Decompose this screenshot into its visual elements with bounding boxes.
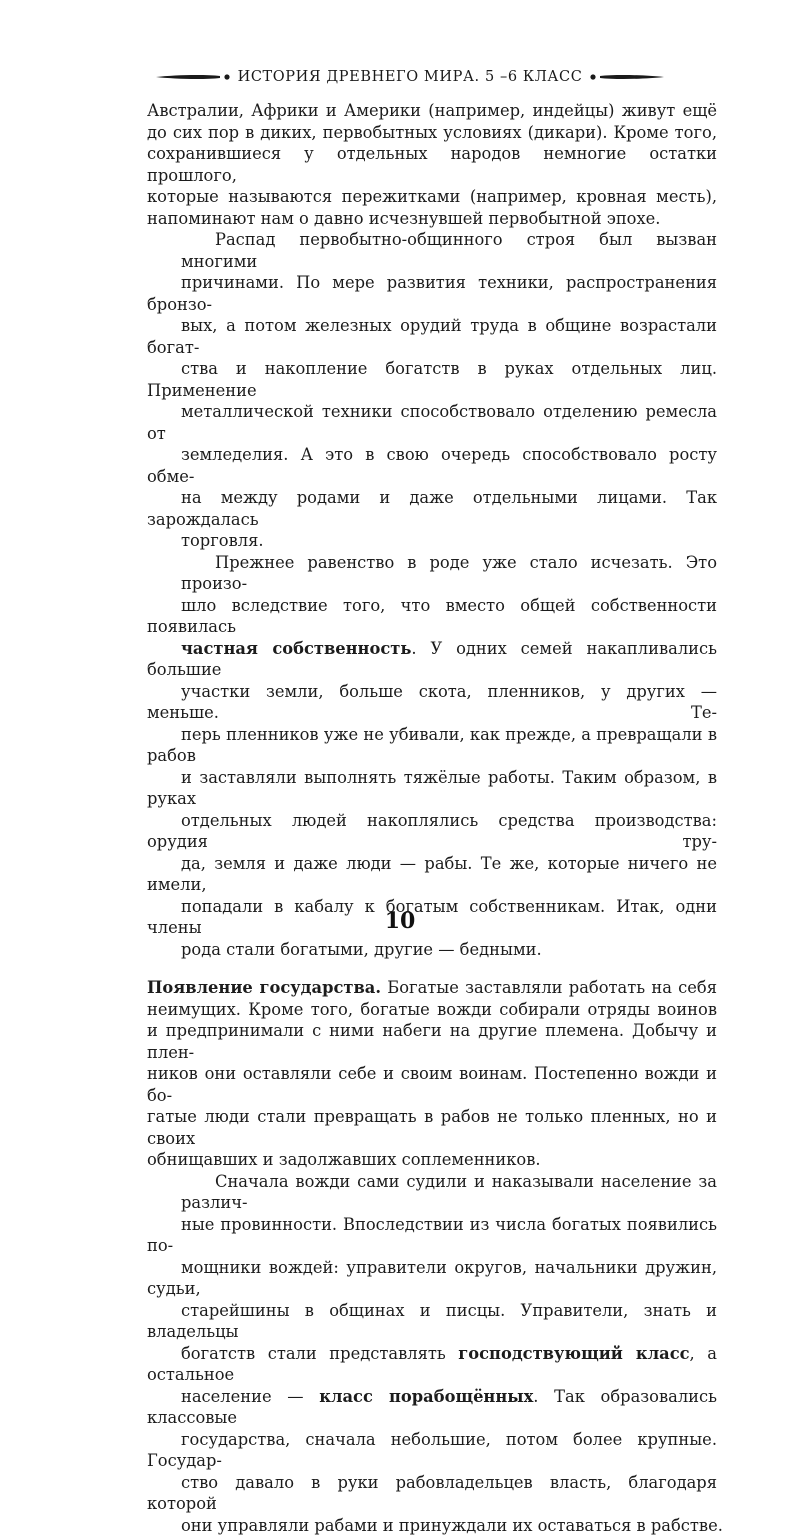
text-line [147, 1343, 717, 1386]
paragraph [147, 229, 717, 552]
body-text [147, 100, 717, 1536]
text-run: да, земля и даже люди — рабы. Те же, которые ничего не имели, [147, 854, 717, 895]
text-line [147, 122, 717, 144]
text-line [147, 530, 717, 552]
text-line [147, 810, 717, 853]
text-line [147, 143, 717, 186]
text-run: Распад первобытно-общинного строя был вызван многими [181, 230, 717, 271]
text-line [147, 208, 717, 230]
text-line [147, 1386, 717, 1429]
text-line [147, 444, 717, 487]
text-run: , а остальное [147, 1344, 717, 1385]
text-run: и заставляли выполнять тяжёлые работы. Таким образом, в руках [147, 768, 717, 809]
text-run: и предпринимали с ними набеги на другие племена. Добычу и плен- [147, 1021, 717, 1062]
running-header [140, 66, 680, 88]
text-line [147, 1257, 717, 1300]
text-run: государства, сначала небольшие, потом более крупные. Государ- [147, 1430, 717, 1471]
text-run: неимущих. Кроме того, богатые вожди собирали отряды воинов [147, 1000, 717, 1019]
text-line [147, 1149, 717, 1171]
text-run: мощники вождей: управители округов, начальники дружин, судьи, [147, 1258, 717, 1299]
text-line [147, 977, 717, 999]
text-line [147, 939, 717, 961]
text-run: Австралии, Африки и Америки (например, индейцы) живут ещё [147, 101, 717, 120]
header-title: ИСТОРИЯ ДРЕВНЕГО МИРА. 5 –6 КЛАСС [238, 69, 583, 85]
text-line [147, 595, 717, 638]
text-run: металлической техники способствовало отделению ремесла от [147, 402, 717, 443]
text-run: торговля. [181, 531, 264, 550]
text-line [147, 186, 717, 208]
bold-term: частная собственность [181, 639, 411, 658]
text-line [147, 487, 717, 530]
text-line [147, 552, 717, 595]
text-line [147, 1106, 717, 1149]
text-run: население — [181, 1387, 319, 1406]
text-run: ные провинности. Впоследствии из числа богатых появились по- [147, 1215, 717, 1256]
text-line [147, 1214, 717, 1257]
text-line [147, 1063, 717, 1106]
text-run: которые называются пережитками (например, кровная месть), [147, 187, 717, 206]
text-line [147, 1429, 717, 1472]
paragraph [147, 552, 717, 961]
text-run: старейшины в общинах и писцы. Управители, знать и владельцы [147, 1301, 717, 1342]
text-run: богатств стали представлять [181, 1344, 458, 1363]
text-run: . Так образовались классовые [147, 1387, 717, 1428]
bold-term: класс порабощённых [319, 1387, 533, 1406]
text-line [147, 724, 717, 767]
text-run: ников они оставляли себе и своим воинам. Постепенно вожди и бо- [147, 1064, 717, 1105]
text-run: сохранившиеся у отдельных народов немногие остатки прошлого, [147, 144, 717, 185]
text-run: гатые люди стали превращать в рабов не только пленных, но и своих [147, 1107, 717, 1148]
page-number: 10 [0, 908, 800, 934]
text-run: ства и накопление богатств в руках отдельных лиц. Применение [147, 359, 717, 400]
text-line [147, 100, 717, 122]
text-line [147, 401, 717, 444]
text-run: рода стали богатыми, другие — бедными. [181, 940, 542, 959]
text-line [147, 1515, 717, 1536]
text-line [147, 1020, 717, 1063]
text-run: до сих пор в диких, первобытных условиях (дикари). Кроме того, [147, 123, 717, 142]
text-run: Прежнее равенство в роде уже стало исчезать. Это произо- [181, 553, 717, 594]
text-run: ство давало в руки рабовладельцев власть, благодаря которой [147, 1473, 717, 1514]
text-line [147, 681, 717, 724]
text-line [147, 767, 717, 810]
text-line [147, 1472, 717, 1515]
text-run: Богатые заставляли работать на себя [381, 978, 717, 997]
text-run: участки земли, больше скота, пленников, у других — меньше. Те- [147, 682, 717, 723]
text-line [147, 999, 717, 1021]
text-run: . У одних семей накапливались большие [147, 639, 717, 680]
text-line [147, 358, 717, 401]
text-run: вых, а потом железных орудий труда в общине возрастали богат- [147, 316, 717, 357]
bold-term: господствующий класс [458, 1344, 689, 1363]
paragraph [147, 1171, 717, 1536]
text-run: на между родами и даже отдельными лицами. Так зарождалась [147, 488, 717, 529]
text-line [147, 229, 717, 272]
right-ornament-icon [588, 71, 666, 83]
text-line [147, 1171, 717, 1214]
text-run: земледелия. А это в свою очередь способствовало росту обме- [147, 445, 717, 486]
text-run: попадали в кабалу к богатым собственникам. Итак, одни члены [147, 897, 717, 938]
text-line [147, 315, 717, 358]
text-line [147, 272, 717, 315]
text-line [147, 1300, 717, 1343]
left-ornament-icon [154, 71, 232, 83]
text-run: они управляли рабами и принуждали их оставаться в рабстве. [181, 1516, 723, 1535]
section-paragraph [147, 977, 717, 1171]
text-run: причинами. По мере развития техники, распространения бронзо- [147, 273, 717, 314]
text-run: Сначала вожди сами судили и наказывали население за различ- [181, 1172, 717, 1213]
paragraph [147, 100, 717, 229]
bold-term: Появление государства. [147, 978, 381, 997]
text-line [147, 853, 717, 896]
text-run: шло вследствие того, что вместо общей собственности появилась [147, 596, 717, 637]
text-line [147, 638, 717, 681]
text-run: отдельных людей накоплялись средства производства: орудия тру- [147, 811, 717, 852]
text-run: напоминают нам о давно исчезнувшей первобытной эпохе. [147, 209, 660, 228]
text-run: обнищавших и задолжавших соплеменников. [147, 1150, 541, 1169]
text-run: перь пленников уже не убивали, как прежде, а превращали в рабов [147, 725, 717, 766]
